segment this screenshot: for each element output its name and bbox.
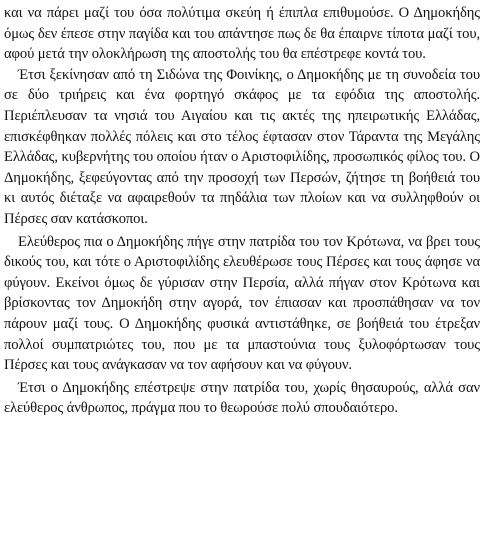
paragraph-1: και να πάρει μαζί του όσα πολύτιμα σκεύη ή έπιπλα επιθυμούσε. Ο Δημοκήδης όμως δεν έπεσε στην παγίδα και του απάντησε πως δε θα έπαιρνε τίποτα μαζί του, αφού μετά την ολοκλήρωση της αποστολής του θα επέστρεφε κοντά του. (4, 5, 480, 63)
paragraph-3: Ελεύθερος πια ο Δημοκήδης πήγε στην πατρίδα του τον Κρότωνα, να βρει τους δικούς του, και τότε ο Αριστοφιλίδης ελευθέρωσε τους Πέρσες και τους άφησε να φύγουν. Εκείνοι όμως δε γύρισαν στην Περσία, αλλά πήγαν στον Κρότωνα και βρίσκοντας τον Δημοκήδη στην αγορά, τον έπιασαν και προσπάθησαν να τον πάρουν μαζί τους. Ο Δημοκήδης φυσικά αντιστάθηκε, σε βοήθειά του έτρεξαν πολλοί συμπατριώτες του, που με τα μπαστούνια τους ξυλοφόρτωσαν τους Πέρσες και τους ανάγκασαν να τον αφήσουν και να φύγουν. (4, 233, 480, 374)
paragraph-2: Έτσι ξεκίνησαν από τη Σιδώνα της Φοινίκης, ο Δημοκήδης με τη συνοδεία του σε δύο τριήρεις και ένα φορτηγό σκάφος με τα εφόδια της αποστολής. Περιέπλευσαν τα νησιά του Αιγαίου και τις ακτές της ηπειρωτικής Ελλάδας, επισκέφθηκαν πολλές πόλεις και στο τέλος έφτασαν στον Τάραντα της Μεγάλης Ελλάδας, κυβερνήτης του οποίου ήταν ο Αριστοφιλίδης, προσωπικός φίλος του. Ο Δημοκήδης, ξεφεύγοντας από την προσοχή των Περσών, ζήτησε τη βοήθειά του κι αυτός διέταξε να αφαιρεθούν τα πηδάλια των πλοίων και να συλληφθούν οι Πέρσες σαν κατάσκοποι. (4, 66, 480, 227)
paragraph-4: Έτσι ο Δημοκήδης επέστρεψε στην πατρίδα του, χωρίς θησαυρούς, αλλά σαν ελεύθερος άνθρωπος, πράγμα που το θεωρούσε πολύ σπουδαιότερο. (4, 379, 480, 417)
document-page (4, 3, 480, 419)
